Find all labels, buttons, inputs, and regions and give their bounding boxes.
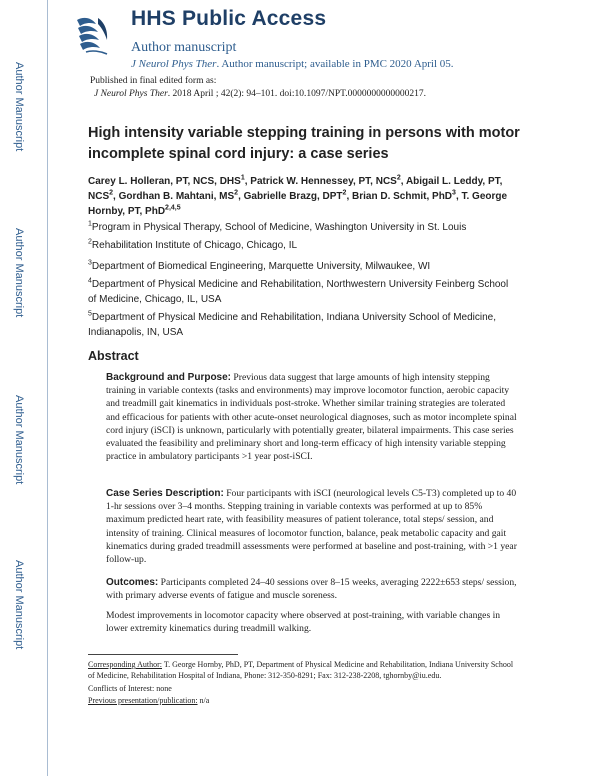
previous-presentation-footnote: Previous presentation/publication: n/a bbox=[88, 696, 210, 705]
case-series-label: Case Series Description: bbox=[106, 488, 224, 499]
footnote-rule bbox=[88, 654, 238, 655]
abstract-background: Background and Purpose: Previous data suggest that large amounts of high intensity stepping training in variable contexts (tasks and environments) may improve locomotor function, aerobic capacity and treadmill gait kinematics in individuals post-stroke. Whether similar training strategies are tolerated and efficacious for patients with other acute-onset neurological diagnoses, such as motor incomplete spinal cord injury (iSCI) is unknown, particularly with potentially greater, bilateral impairments. This case series evaluated the feasibility and preliminary short and long-term efficacy of high intensity variable stepping practice in ambulatory participants >1 year post-iSCI. bbox=[106, 372, 517, 463]
hhs-public-access-title: HHS Public Access bbox=[131, 7, 327, 30]
abstract-heading: Abstract bbox=[88, 349, 139, 363]
journal-availability-line bbox=[131, 58, 454, 70]
abstract-outcomes: Outcomes: Participants completed 24–40 sessions over 8–15 weeks, averaging 2222±653 steps/ session, with primary adverse events of fatigue and muscle soreness. bbox=[106, 577, 517, 602]
affiliation: $^5$Department of Physical Medicine and Rehabilitation, Indiana University School of Medicine, Indianapolis, IN, USA bbox=[88, 310, 497, 338]
journal-abbrev: J Neurol Phys Ther bbox=[131, 58, 217, 70]
hhs-eagle-logo-icon bbox=[74, 12, 112, 56]
affiliation: $^3$Department of Biomedical Engineering, Marquette University, Milwaukee, WI bbox=[88, 259, 431, 272]
margin-label-author-manuscript: Author Manuscript bbox=[13, 62, 25, 152]
author: Gabrielle Brazg, DPT$^2$, bbox=[243, 189, 353, 202]
affiliation: $^4$Department of Physical Medicine and Rehabilitation, Northwestern University Feinberg School of Medicine, Chicago, IL, USA bbox=[88, 277, 509, 305]
citation-journal: J Neurol Phys Ther bbox=[94, 89, 168, 99]
author: Carey L. Holleran, PT, NCS, DHS$^1$, bbox=[88, 174, 251, 187]
corresponding-author-footnote: Corresponding Author: T. George Hornby, PhD, PT, Department of Physical Medicine and Rehabilitation, Indiana University School of Medicine, Rehabilitation Hospital of Indiana, Phone: 312-350-8291; Fax: 312-238-2208, tghornby@iu.edu. bbox=[88, 660, 514, 680]
author: T. George Hornby, PT, PhD$^{2,4,5}$ bbox=[88, 191, 508, 217]
affiliation: $^1$Program in Physical Therapy, School of Medicine, Washington University in St. Louis bbox=[88, 220, 467, 233]
availability-note: . Author manuscript; available in PMC 2020 April 05. bbox=[216, 58, 454, 70]
author: Patrick W. Hennessey, PT, NCS$^2$, bbox=[250, 174, 406, 187]
affiliation: $^2$Rehabilitation Institute of Chicago, Chicago, IL bbox=[88, 238, 298, 251]
citation-details: . 2018 April ; 42(2): 94–101. doi:10.1097/NPT.0000000000000217. bbox=[167, 89, 426, 99]
outcomes-label: Outcomes: bbox=[106, 577, 159, 588]
author: Brian D. Schmit, PhD$^3$, bbox=[352, 189, 462, 202]
margin-rule bbox=[47, 0, 48, 776]
published-note: Published in final edited form as: bbox=[90, 76, 217, 86]
author: Abigail L. Leddy, PT, NCS$^2$, bbox=[88, 176, 503, 202]
author-manuscript-subtitle: Author manuscript bbox=[131, 40, 237, 55]
author: Gordhan B. Mahtani, $MS^2$, bbox=[118, 189, 244, 202]
author-list bbox=[88, 174, 518, 219]
background-label: Background and Purpose: bbox=[106, 372, 232, 383]
conflicts-footnote: Conflicts of Interest: none bbox=[88, 684, 172, 693]
margin-label-author-manuscript: Author Manuscript bbox=[13, 395, 25, 485]
margin-label-author-manuscript: Author Manuscript bbox=[13, 560, 25, 650]
abstract-additional: Modest improvements in locomotor capacity where observed at post-training, with variable changes in lower extremity kinematics during treadmill walking. bbox=[106, 610, 501, 635]
citation-line bbox=[94, 89, 426, 99]
article-title: High intensity variable stepping training in persons with motor incomplete spinal cord injury: a case series bbox=[88, 125, 520, 162]
margin-label-author-manuscript: Author Manuscript bbox=[13, 228, 25, 318]
abstract-case-series: Case Series Description: Four participants with iSCI (neurological levels C5-T3) completed up to 40 1-hr sessions over 3–4 months. Stepping training in variable contexts was performed at up to 85% maximum predicted heart rate, with feasibility measures of patient tolerance, total steps/ session, and intensity of training. Clinical measures of locomotor function, balance, peak metabolic capacity and gait kinematics during graded treadmill assessments were performed at baseline and post-training, with >1 year follow-up. bbox=[106, 488, 517, 566]
